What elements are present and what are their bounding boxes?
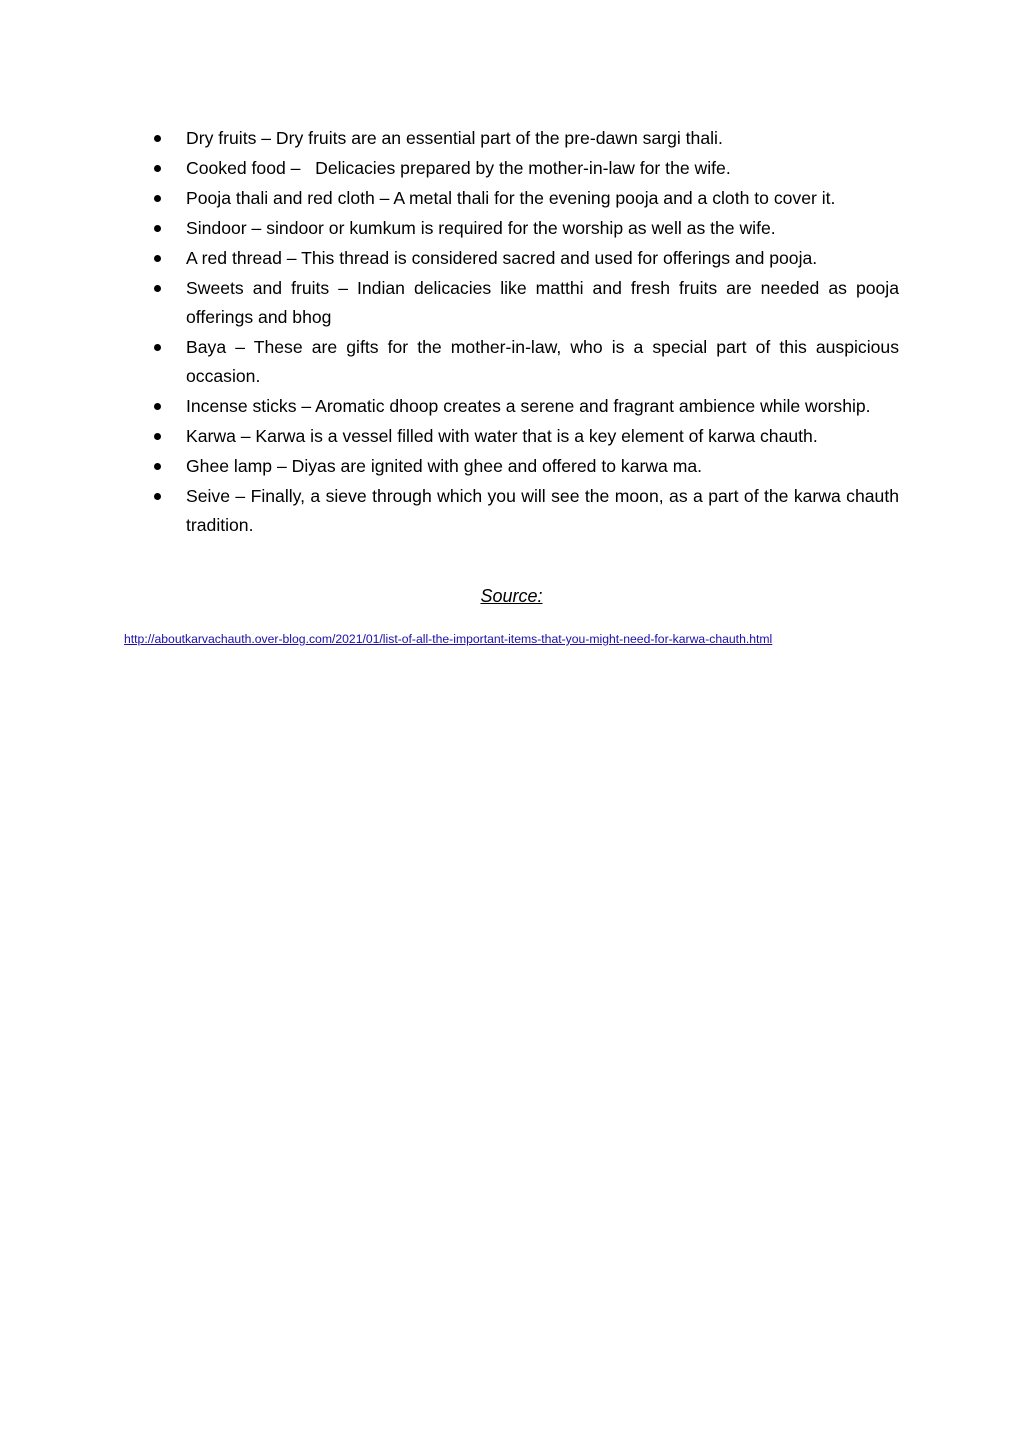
list-item [152,392,899,421]
list-item [152,214,899,243]
bullet-icon [154,344,161,351]
list-item [152,244,899,273]
items-bullet-list [152,124,899,541]
bullet-icon [154,225,161,232]
bullet-icon [154,285,161,292]
bullet-icon [154,195,161,202]
list-item-text: Karwa – Karwa is a vessel filled with water that is a key element of karwa chauth. [186,426,818,446]
bullet-icon [154,403,161,410]
list-item-text: Sindoor – sindoor or kumkum is required for the worship as well as the wife. [186,218,776,238]
list-item [152,482,899,540]
list-item-text: Sweets and fruits – Indian delicacies like matthi and fresh fruits are needed as pooja offerings and bhog [186,278,899,327]
list-item [152,333,899,391]
bullet-icon [154,433,161,440]
list-item [152,452,899,481]
bullet-icon [154,463,161,470]
list-item-text: Incense sticks – Aromatic dhoop creates a serene and fragrant ambience while worship. [186,396,871,416]
list-item [152,274,899,332]
bullet-icon [154,135,161,142]
bullet-icon [154,493,161,500]
list-item [152,154,899,183]
list-item-text: Ghee lamp – Diyas are ignited with ghee and offered to karwa ma. [186,456,703,476]
list-item-text: Baya – These are gifts for the mother-in-law, who is a special part of this auspicious occasion. [186,337,899,386]
list-item [152,422,899,451]
bullet-icon [154,165,161,172]
list-item-text: Cooked food – Delicacies prepared by the mother-in-law for the wife. [186,158,731,178]
list-item-text: Dry fruits – Dry fruits are an essential part of the pre-dawn sargi thali. [186,128,723,148]
list-item [152,184,899,213]
list-item-text: Pooja thali and red cloth – A metal thali for the evening pooja and a cloth to cover it. [186,188,836,208]
list-item-text: A red thread – This thread is considered sacred and used for offerings and pooja. [186,248,818,268]
list-item [152,124,899,153]
bullet-icon [154,255,161,262]
list-item-text: Seive – Finally, a sieve through which you will see the moon, as a part of the karwa chauth tradition. [186,486,899,535]
source-link[interactable]: http://aboutkarvachauth.over-blog.com/2021/01/list-of-all-the-important-items-that-you-might-need-for-karwa-chauth.html [124,632,773,646]
source-heading: Source: [480,586,543,606]
